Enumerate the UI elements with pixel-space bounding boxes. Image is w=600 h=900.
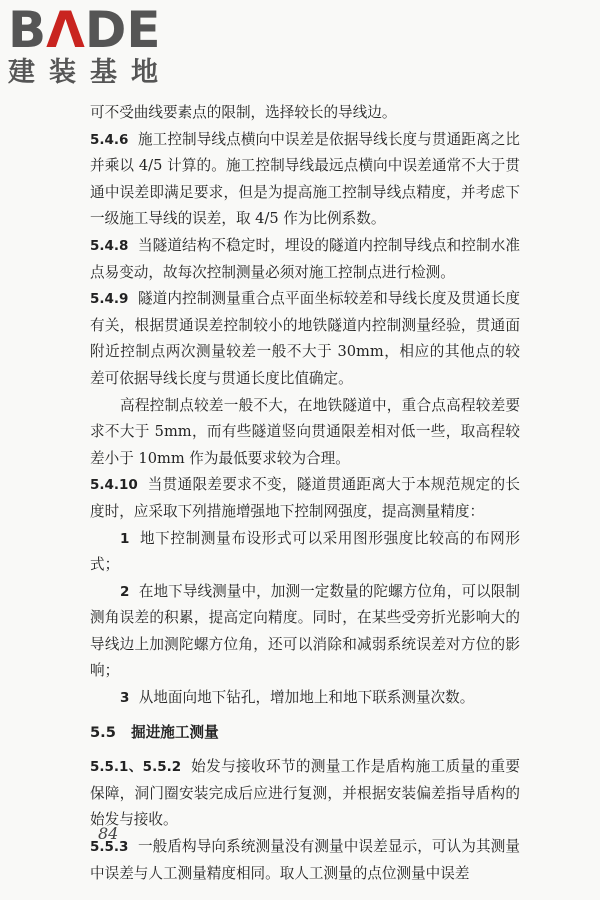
paragraph-text: 施工控制导线点横向中误差是依据导线长度与贯通距离之比并乘以 4/5 计算的。施工控制导线最远点横向中误差通常不大于贯通中误差即满足要求，但是为提高施工控制导线点精度，并考虑下一级施工导线的误差，取 4/5 作为比例系数。	[90, 130, 520, 228]
section-title: 掘进施工测量	[131, 723, 219, 741]
paragraph	[90, 393, 520, 473]
paragraph-text: 高程控制点较差一般不大，在地铁隧道中，重合点高程较差要求不大于 5mm，而有些隧道竖向贯通限差相对低一些，取高程较差小于 10mm 作为最低要求较为合理。	[90, 396, 520, 467]
paragraph-text: 一般盾构导向系统测量没有测量中误差显示，可认为其测量中误差与人工测量精度相同。取人工测量的点位测量中误差	[90, 838, 520, 882]
document-body	[90, 100, 520, 887]
paragraph-text: 当贯通限差要求不变，隧道贯通距离大于本规范规定的长度时，应采取下列措施增强地下控制网强度，提高测量精度：	[90, 476, 520, 520]
list-item	[90, 526, 520, 579]
list-item-text: 在地下导线测量中，加测一定数量的陀螺方位角，可以限制测角误差的积累，提高定向精度。同时，在某些受旁折光影响大的导线边上加测陀螺方位角，还可以消除和减弱系统误差对方位的影响；	[90, 582, 520, 680]
clause-number: 5.5.1、5.5.2	[90, 759, 182, 776]
clause-number: 5.4.6	[90, 131, 129, 148]
logo-wordmark	[8, 1, 180, 59]
page-number: 84	[98, 824, 119, 843]
section-heading	[90, 720, 520, 747]
logo-accent-letter: Λ	[46, 1, 85, 59]
list-item-text: 地下控制测量布设形式可以采用图形强度比较高的布网形式；	[90, 529, 520, 574]
clause-paragraph	[90, 472, 520, 525]
brand-logo	[8, 1, 180, 92]
clause-number: 5.5.3	[90, 839, 129, 856]
list-item-number: 1	[120, 530, 130, 547]
section-number: 5.5	[90, 723, 116, 741]
paragraph-text: 隧道内控制测量重合点平面坐标较差和导线长度及贯通长度有关，根据贯通误差控制较小的地铁隧道内控制测量经验，贯通面附近控制点两次测量较差一般不大于 30mm，相应的其他点的较差可依据导线长度与贯通长度比值确定。	[90, 290, 520, 387]
clause-paragraph	[90, 127, 520, 233]
paragraph-text: 始发与接收环节的测量工作是盾构施工质量的重要保障，洞门圈安装完成后应进行复测，并根据安装偏差指导盾构的始发与接收。	[90, 758, 521, 829]
clause-number: 5.4.9	[90, 291, 129, 308]
clause-number: 5.4.8	[90, 237, 129, 254]
paragraph-text: 当隧道结构不稳定时，埋设的隧道内控制导线点和控制水准点易变动，故每次控制测量必须对施工控制点进行检测。	[90, 236, 520, 281]
paragraph-text: 可不受曲线要素点的限制，选择较长的导线边。	[90, 104, 397, 121]
clause-paragraph	[90, 286, 520, 392]
clause-paragraph	[90, 233, 520, 286]
clause-number: 5.4.10	[90, 477, 138, 494]
clause-paragraph	[90, 754, 520, 834]
logo-subtitle: 建装基地	[8, 57, 172, 88]
logo-letter: B	[8, 1, 47, 59]
list-item-number: 3	[120, 690, 130, 707]
list-item-number: 2	[120, 583, 130, 600]
list-item	[90, 579, 520, 685]
clause-paragraph	[90, 834, 520, 887]
logo-letters: DE	[84, 1, 161, 59]
list-item	[90, 685, 520, 712]
paragraph	[90, 100, 520, 127]
list-item-text: 从地面向地下钻孔，增加地上和地下联系测量次数。	[138, 689, 475, 707]
